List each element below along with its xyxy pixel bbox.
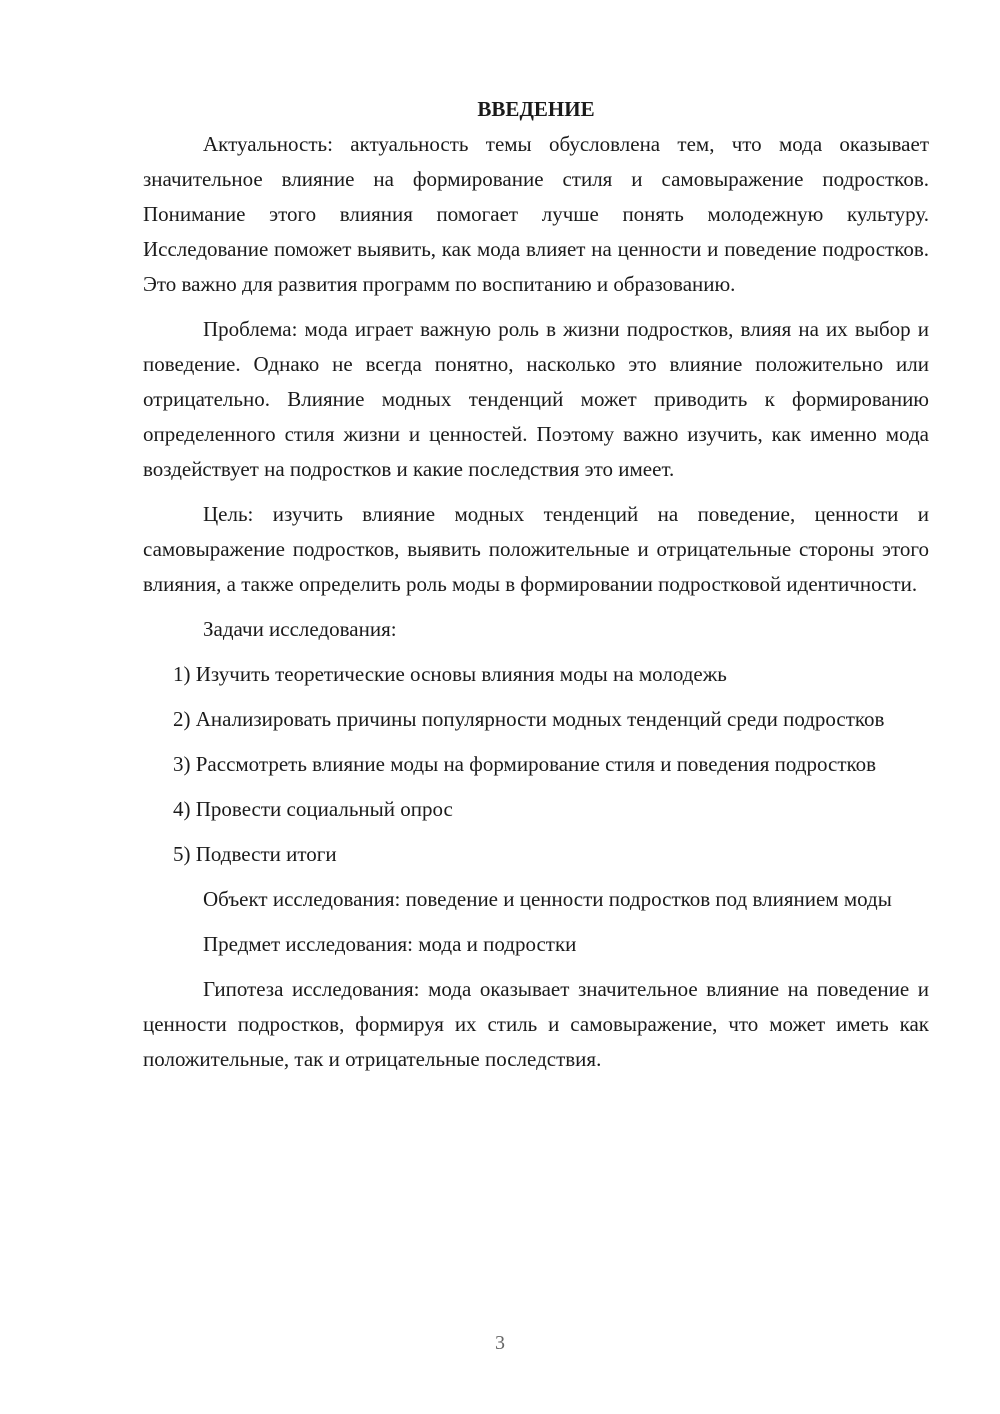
document-page bbox=[143, 92, 929, 1087]
task-item: 2) Анализировать причины популярности модных тенденций среди подростков bbox=[173, 707, 885, 731]
task-item: 5) Подвести итоги bbox=[173, 842, 337, 866]
paragraph-problem: Проблема: мода играет важную роль в жизни подростков, влияя на их выбор и поведение. Однако не всегда понятно, насколько это влияние положительно или отрицательно. Влияние модных тенденций может приводить к формированию определенного стиля жизни и ценностей. Поэтому важно изучить, как именно мода воздействует на подростков и какие последствия это имеет. bbox=[143, 317, 929, 481]
paragraph-hypothesis: Гипотеза исследования: мода оказывает значительное влияние на поведение и ценности подростков, формируя их стиль и самовыражение, что может иметь как положительные, так и отрицательные последствия. bbox=[143, 977, 929, 1071]
task-item: 1) Изучить теоретические основы влияния моды на молодежь bbox=[173, 662, 727, 686]
page-number: 3 bbox=[495, 1332, 505, 1354]
paragraph-goal: Цель: изучить влияние модных тенденций на поведение, ценности и самовыражение подростков, выявить положительные и отрицательные стороны этого влияния, а также определить роль моды в формировании подростковой идентичности. bbox=[143, 502, 929, 596]
paragraph-object: Объект исследования: поведение и ценности подростков под влиянием моды bbox=[203, 887, 892, 911]
paragraph-relevance: Актуальность: актуальность темы обусловлена тем, что мода оказывает значительное влияние на формирование стиля и самовыражение подростков. Понимание этого влияния помогает лучше понять молодежную культуру. Исследование поможет выявить, как мода влияет на ценности и поведение подростков. Это важно для развития программ по воспитанию и образованию. bbox=[143, 132, 929, 296]
section-title: ВВЕДЕНИЕ bbox=[477, 97, 595, 121]
task-item: 4) Провести социальный опрос bbox=[173, 797, 453, 821]
task-item: 3) Рассмотреть влияние моды на формирование стиля и поведения подростков bbox=[173, 752, 877, 776]
tasks-heading: Задачи исследования: bbox=[203, 617, 397, 641]
paragraph-subject: Предмет исследования: мода и подростки bbox=[203, 932, 577, 956]
